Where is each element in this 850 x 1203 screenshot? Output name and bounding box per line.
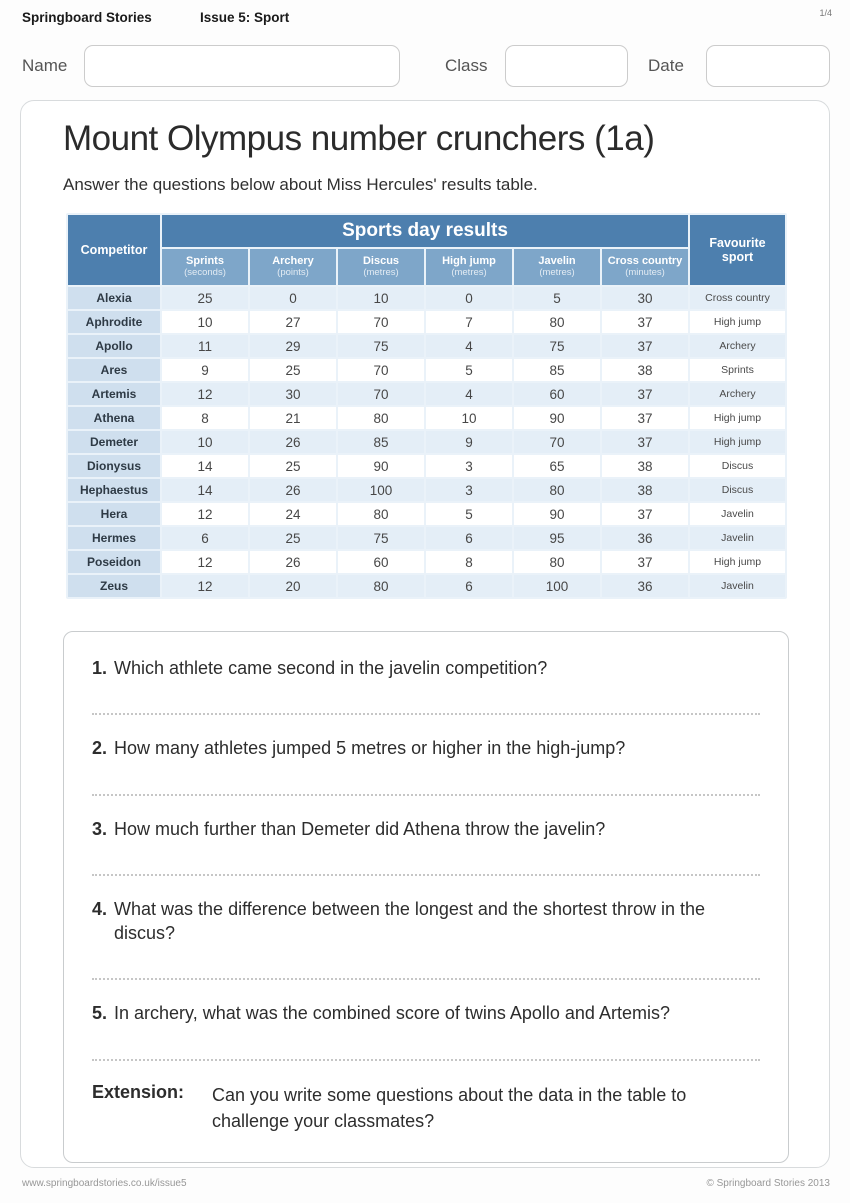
table-row — [68, 431, 785, 453]
page-title: Mount Olympus number crunchers (1a) — [63, 119, 655, 158]
result-value: 70 — [338, 383, 424, 405]
result-value: 37 — [602, 383, 688, 405]
favourite-column-header: Favourite sport — [690, 215, 785, 285]
question-number: 1. — [92, 658, 108, 678]
result-value: 8 — [426, 551, 512, 573]
competitor-name: Hephaestus — [68, 479, 160, 501]
question-text: In archery, what was the combined score of twins Apollo and Artemis? — [114, 1003, 670, 1024]
event-column-header: Discus (metres) — [338, 249, 424, 285]
result-value: 10 — [426, 407, 512, 429]
result-value: 9 — [426, 431, 512, 453]
result-value: 75 — [338, 335, 424, 357]
result-value: 8 — [162, 407, 248, 429]
table-row — [68, 479, 785, 501]
question-item — [92, 897, 760, 981]
result-value: 60 — [514, 383, 600, 405]
competitor-name: Zeus — [68, 575, 160, 597]
result-value: 36 — [602, 527, 688, 549]
answer-line — [92, 978, 760, 980]
result-value: 37 — [602, 335, 688, 357]
result-value: 37 — [602, 551, 688, 573]
table-row — [68, 407, 785, 429]
class-field[interactable] — [505, 45, 628, 87]
name-label: Name — [22, 56, 68, 75]
question-number: 4. — [92, 898, 108, 919]
result-value: 3 — [426, 455, 512, 477]
result-value: 5 — [426, 503, 512, 525]
page-number: 1/4 — [819, 8, 832, 18]
result-value: 10 — [162, 431, 248, 453]
question-number: 2. — [92, 738, 108, 759]
result-value: 90 — [514, 503, 600, 525]
result-value: 60 — [338, 551, 424, 573]
result-value: 5 — [426, 359, 512, 381]
date-label: Date — [648, 56, 684, 75]
result-value: 80 — [338, 503, 424, 525]
favourite-sport-value: Javelin — [690, 503, 785, 525]
result-value: 30 — [602, 287, 688, 309]
result-value: 10 — [338, 287, 424, 309]
result-value: 25 — [250, 455, 336, 477]
date-field[interactable] — [706, 45, 830, 87]
competitor-name: Aphrodite — [68, 311, 160, 333]
table-row — [68, 287, 785, 309]
result-value: 27 — [250, 311, 336, 333]
result-value: 70 — [514, 431, 600, 453]
competitor-name: Alexia — [68, 287, 160, 309]
question-text: How much further than Demeter did Athena throw the javelin? — [114, 818, 606, 839]
name-field[interactable] — [84, 45, 400, 87]
question-text: Which athlete came second in the javelin competition? — [114, 658, 548, 678]
result-value: 80 — [338, 575, 424, 597]
result-value: 24 — [250, 503, 336, 525]
table-row — [68, 503, 785, 525]
results-table-body — [68, 287, 785, 597]
competitor-name: Hermes — [68, 527, 160, 549]
result-value: 0 — [250, 287, 336, 309]
favourite-sport-value: Cross country — [690, 287, 785, 309]
favourite-sport-value: High jump — [690, 311, 785, 333]
favourite-sport-value: High jump — [690, 407, 785, 429]
table-row — [68, 551, 785, 573]
result-value: 100 — [514, 575, 600, 597]
result-value: 7 — [426, 311, 512, 333]
result-value: 14 — [162, 455, 248, 477]
question-item — [92, 736, 760, 795]
competitor-name: Hera — [68, 503, 160, 525]
result-value: 38 — [602, 479, 688, 501]
event-subheader-row — [68, 249, 785, 285]
group-header: Sports day results — [162, 215, 688, 247]
favourite-sport-value: Discus — [690, 479, 785, 501]
answer-line — [92, 1059, 760, 1061]
answer-line — [92, 794, 760, 796]
result-value: 26 — [250, 479, 336, 501]
result-value: 95 — [514, 527, 600, 549]
issue-title: Issue 5: Sport — [200, 10, 290, 25]
event-column-header: High jump (metres) — [426, 249, 512, 285]
competitor-name: Poseidon — [68, 551, 160, 573]
result-value: 37 — [602, 407, 688, 429]
result-value: 6 — [426, 527, 512, 549]
questions-list — [92, 656, 760, 1061]
table-row — [68, 527, 785, 549]
result-value: 6 — [162, 527, 248, 549]
result-value: 37 — [602, 431, 688, 453]
result-value: 30 — [250, 383, 336, 405]
result-value: 90 — [338, 455, 424, 477]
question-text: How many athletes jumped 5 metres or higher in the high-jump? — [114, 738, 626, 759]
results-table — [66, 213, 787, 599]
extension-text: Can you write some questions about the data in the table to challenge your classmates? — [212, 1084, 687, 1131]
questions-box — [63, 631, 789, 1163]
result-value: 100 — [338, 479, 424, 501]
question-item — [92, 656, 760, 715]
favourite-sport-value: Archery — [690, 383, 785, 405]
question-item — [92, 1001, 760, 1060]
favourite-sport-value: Archery — [690, 335, 785, 357]
table-row — [68, 575, 785, 597]
result-value: 12 — [162, 551, 248, 573]
question-number: 5. — [92, 1003, 108, 1024]
event-column-header: Cross country (minutes) — [602, 249, 688, 285]
favourite-sport-value: Discus — [690, 455, 785, 477]
footer-copyright: © Springboard Stories 2013 — [706, 1178, 830, 1189]
instruction-text: Answer the questions below about Miss Hercules' results table. — [63, 175, 538, 194]
result-value: 20 — [250, 575, 336, 597]
result-value: 4 — [426, 383, 512, 405]
competitor-name: Apollo — [68, 335, 160, 357]
table-row — [68, 335, 785, 357]
event-column-header: Archery (points) — [250, 249, 336, 285]
extension-label: Extension: — [92, 1081, 185, 1102]
result-value: 29 — [250, 335, 336, 357]
favourite-sport-value: High jump — [690, 431, 785, 453]
result-value: 4 — [426, 335, 512, 357]
event-column-header: Sprints (seconds) — [162, 249, 248, 285]
result-value: 37 — [602, 311, 688, 333]
competitor-name: Dionysus — [68, 455, 160, 477]
result-value: 12 — [162, 575, 248, 597]
competitor-name: Demeter — [68, 431, 160, 453]
result-value: 14 — [162, 479, 248, 501]
result-value: 25 — [250, 527, 336, 549]
result-value: 37 — [602, 503, 688, 525]
result-value: 0 — [426, 287, 512, 309]
result-value: 75 — [514, 335, 600, 357]
footer-url: www.springboardstories.co.uk/issue5 — [22, 1178, 187, 1189]
result-value: 6 — [426, 575, 512, 597]
favourite-sport-value: High jump — [690, 551, 785, 573]
worksheet-card — [20, 100, 830, 1168]
favourite-sport-value: Sprints — [690, 359, 785, 381]
result-value: 9 — [162, 359, 248, 381]
result-value: 25 — [162, 287, 248, 309]
class-label: Class — [445, 56, 488, 75]
result-value: 80 — [514, 311, 600, 333]
result-value: 80 — [338, 407, 424, 429]
favourite-sport-value: Javelin — [690, 575, 785, 597]
favourite-sport-value: Javelin — [690, 527, 785, 549]
answer-line — [92, 713, 760, 715]
result-value: 26 — [250, 431, 336, 453]
result-value: 80 — [514, 551, 600, 573]
result-value: 5 — [514, 287, 600, 309]
table-row — [68, 383, 785, 405]
result-value: 25 — [250, 359, 336, 381]
result-value: 11 — [162, 335, 248, 357]
table-row — [68, 359, 785, 381]
question-text: What was the difference between the longest and the shortest throw in the discus? — [114, 898, 706, 944]
result-value: 80 — [514, 479, 600, 501]
competitor-name: Artemis — [68, 383, 160, 405]
result-value: 26 — [250, 551, 336, 573]
result-value: 38 — [602, 455, 688, 477]
result-value: 90 — [514, 407, 600, 429]
result-value: 21 — [250, 407, 336, 429]
competitor-column-header: Competitor — [68, 215, 160, 285]
competitor-name: Ares — [68, 359, 160, 381]
result-value: 75 — [338, 527, 424, 549]
result-value: 36 — [602, 575, 688, 597]
result-value: 70 — [338, 359, 424, 381]
result-value: 10 — [162, 311, 248, 333]
event-column-header: Javelin (metres) — [514, 249, 600, 285]
question-item — [92, 817, 760, 876]
result-value: 38 — [602, 359, 688, 381]
result-value: 85 — [338, 431, 424, 453]
table-row — [68, 311, 785, 333]
result-value: 85 — [514, 359, 600, 381]
result-value: 65 — [514, 455, 600, 477]
answer-line — [92, 874, 760, 876]
competitor-name: Athena — [68, 407, 160, 429]
brand-title: Springboard Stories — [22, 10, 152, 25]
result-value: 70 — [338, 311, 424, 333]
result-value: 12 — [162, 383, 248, 405]
result-value: 12 — [162, 503, 248, 525]
extension-section — [92, 1082, 760, 1134]
table-row — [68, 455, 785, 477]
question-number: 3. — [92, 818, 108, 839]
result-value: 3 — [426, 479, 512, 501]
